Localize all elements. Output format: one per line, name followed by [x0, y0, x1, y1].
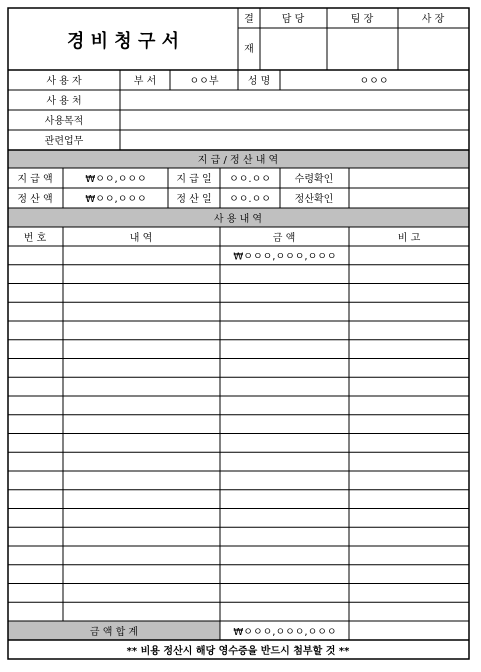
- pay-amount-value[interactable]: ₩ㅇㅇ,ㅇㅇㅇ: [85, 174, 147, 185]
- settle-confirm-label: 정산확인: [294, 194, 334, 205]
- payment-section-title: 지 급 / 정 산 내 역: [197, 155, 279, 166]
- signature-box-team-lead[interactable]: [328, 29, 397, 69]
- document-title: 경 비 청 구 서: [66, 31, 180, 52]
- place-label: 사 용 처: [46, 96, 82, 107]
- pay-amount-label: 지 급 액: [17, 174, 53, 185]
- receipt-confirm-box[interactable]: [350, 169, 468, 187]
- header-details: 내 역: [129, 233, 153, 244]
- approval-label-top: 결: [244, 14, 254, 25]
- dept-value[interactable]: ㅇㅇ부: [189, 76, 219, 87]
- signature-box-staff[interactable]: [261, 29, 326, 69]
- settle-confirm-box[interactable]: [350, 189, 468, 207]
- approval-role-staff: 담 당: [281, 14, 305, 25]
- usage-section-title: 사 용 내 역: [213, 214, 263, 225]
- settle-amount-value[interactable]: ₩ㅇㅇ,ㅇㅇㅇ: [85, 194, 147, 205]
- approval-label-bottom: 재: [244, 44, 254, 55]
- table-row: [233, 251, 336, 262]
- total-value[interactable]: ₩ㅇㅇㅇ,ㅇㅇㅇ,ㅇㅇㅇ: [233, 627, 337, 638]
- related-work-label: 관련업무: [44, 136, 84, 147]
- usage-table-body: [233, 251, 336, 262]
- pay-date-value[interactable]: ㅇㅇ.ㅇㅇ: [229, 174, 271, 185]
- name-value[interactable]: ㅇㅇㅇ: [359, 76, 389, 87]
- header-number: 번 호: [23, 233, 47, 244]
- approval-role-team-lead: 팀 장: [350, 14, 374, 25]
- signature-box-president[interactable]: [399, 29, 468, 69]
- purpose-label: 사용목적: [44, 116, 84, 127]
- settle-amount-label: 정 산 액: [17, 194, 53, 205]
- dept-label: 부 서: [133, 76, 157, 87]
- footer-note: ** 비용 정산시 해당 영수증을 반드시 첨부할 것 **: [126, 646, 350, 657]
- settle-date-value[interactable]: ㅇㅇ.ㅇㅇ: [229, 194, 271, 205]
- pay-date-label: 지 급 일: [176, 174, 212, 185]
- header-amount: 금 액: [272, 233, 296, 244]
- header-note: 비 고: [397, 233, 421, 244]
- approval-role-president: 사 장: [421, 14, 445, 25]
- row-amount-cell[interactable]: ₩ㅇㅇㅇ,ㅇㅇㅇ,ㅇㅇㅇ: [233, 251, 337, 263]
- user-label: 사 용 자: [46, 76, 82, 87]
- total-label: 금 액 합 계: [89, 627, 139, 638]
- receipt-confirm-label: 수령확인: [294, 174, 334, 185]
- settle-date-label: 정 산 일: [176, 194, 212, 205]
- name-label: 성 명: [247, 76, 271, 87]
